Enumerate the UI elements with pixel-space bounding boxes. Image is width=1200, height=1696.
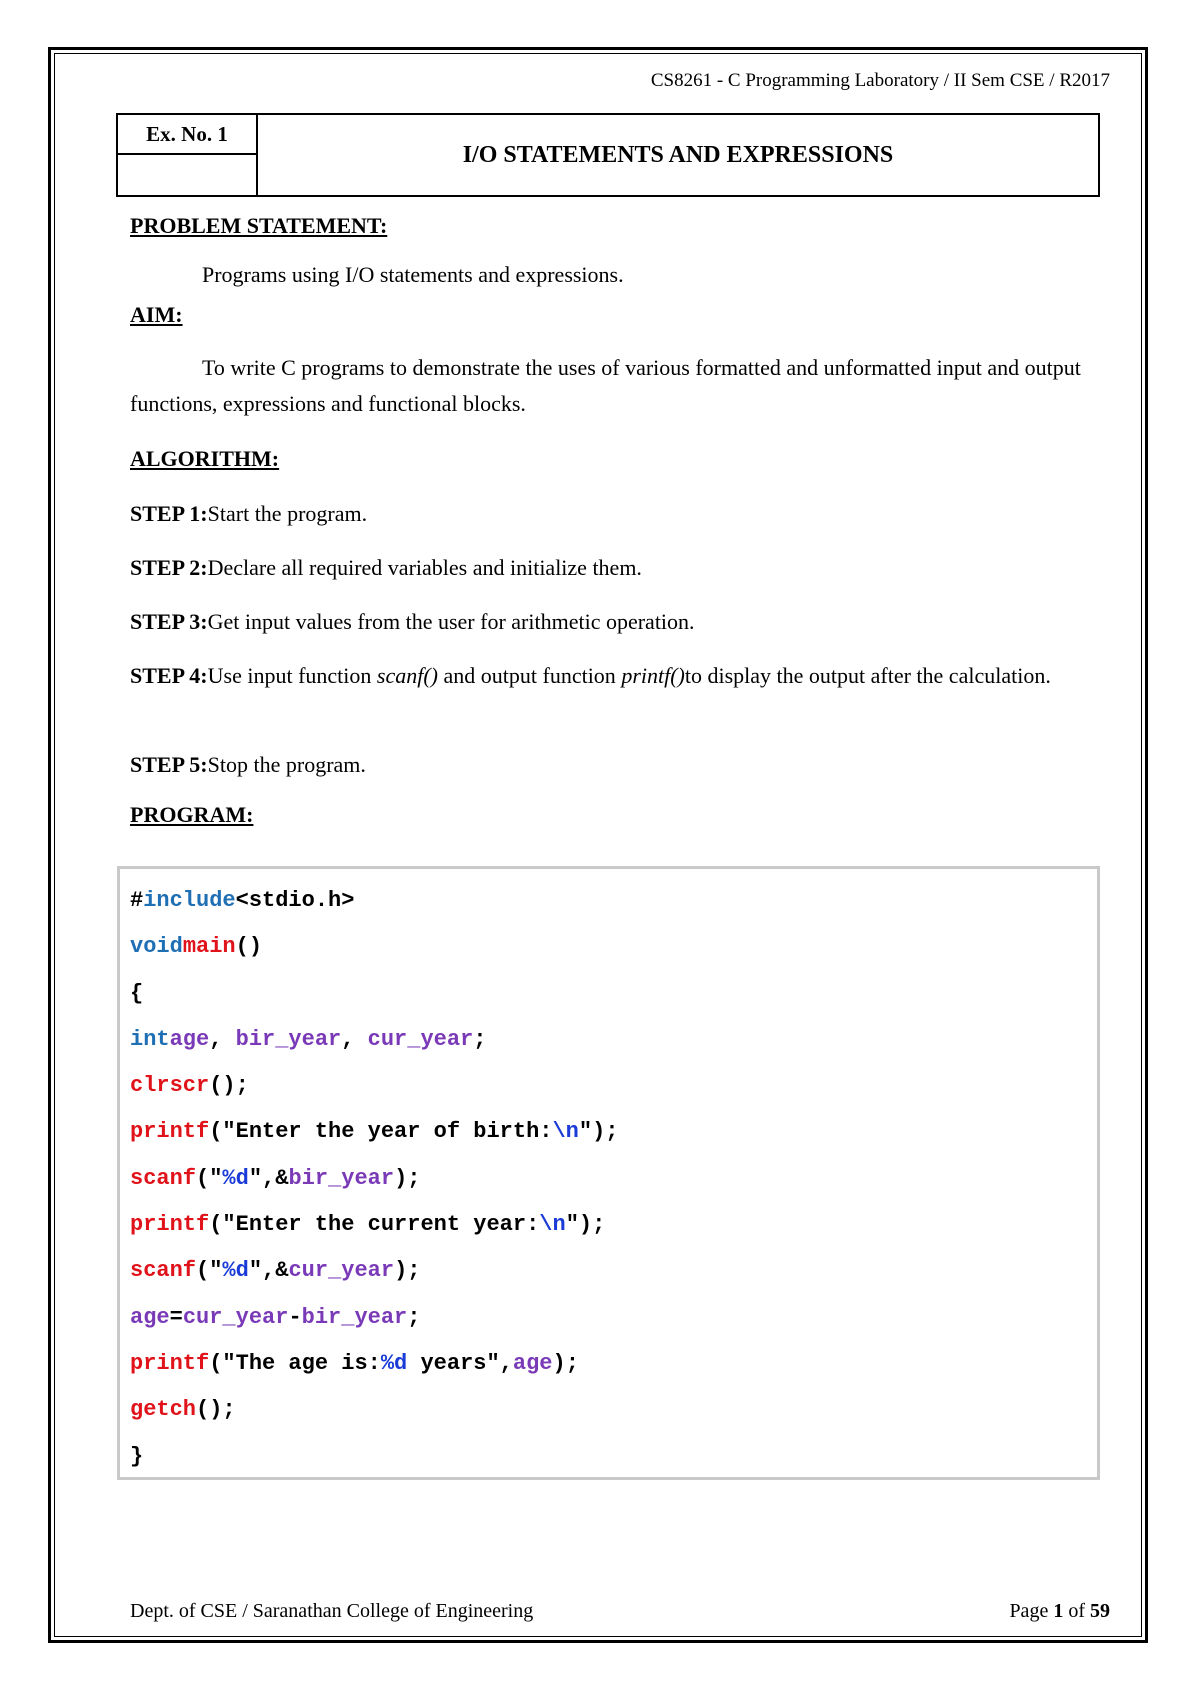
- algorithm-step: STEP 4:Use input function scanf() and output function printf()to display the output after the calculation.: [130, 663, 1051, 688]
- problem-text: Programs using I/O statements and expressions.: [202, 262, 624, 287]
- algorithm-step: [130, 551, 1090, 585]
- aim-heading: AIM:: [130, 302, 183, 327]
- printf-term: printf(): [621, 663, 685, 688]
- step-label: STEP 4:: [130, 663, 208, 688]
- step-text: Declare all required variables and initialize them.: [207, 555, 642, 580]
- code-line: age=cur_year-bir_year;: [130, 1304, 421, 1330]
- code-line: intage, bir_year, cur_year;: [130, 1026, 487, 1052]
- code-line: getch();: [130, 1397, 236, 1423]
- code-line: printf("The age is:%d years",age);: [130, 1350, 579, 1376]
- footer-department: Dept. of CSE / Saranathan College of Engineering: [130, 1600, 534, 1622]
- code-line: voidmain(): [130, 934, 263, 960]
- algorithm-step: [130, 748, 1090, 782]
- step-text: Get input values from the user for arithmetic operation.: [207, 609, 695, 634]
- program-heading: PROGRAM:: [130, 802, 254, 827]
- algorithm-step: [130, 605, 1090, 639]
- code-line: printf("Enter the year of birth:\n");: [130, 1119, 619, 1145]
- code-line: }: [130, 1443, 144, 1469]
- exercise-number: Ex. No. 1: [118, 115, 258, 155]
- algorithm-heading: ALGORITHM:: [130, 446, 280, 471]
- step-label: STEP 2:: [130, 555, 208, 580]
- code-line: clrscr();: [130, 1073, 249, 1099]
- title-table: [116, 113, 1100, 197]
- exercise-title: I/O STATEMENTS AND EXPRESSIONS: [462, 141, 894, 168]
- code-line: printf("Enter the current year:\n");: [130, 1212, 606, 1238]
- code-listing: [130, 878, 619, 1480]
- problem-heading: PROBLEM STATEMENT:: [130, 213, 388, 238]
- date-cell: [118, 155, 258, 195]
- code-line: #include<stdio.h>: [130, 888, 355, 913]
- code-line: scanf("%d",&cur_year);: [130, 1258, 421, 1284]
- step-text: Start the program.: [207, 501, 368, 526]
- aim-text: To write C programs to demonstrate the uses of various formatted and unformatted input and output functions, expressions and functional blocks.: [130, 355, 1081, 416]
- course-header: CS8261 - C Programming Laboratory / II Sem CSE / R2017: [650, 70, 1110, 91]
- step-label: STEP 3:: [130, 609, 208, 634]
- step-label: STEP 5:: [130, 752, 208, 777]
- step-text: Stop the program.: [207, 752, 366, 777]
- algorithm-step: [130, 497, 1090, 531]
- step-label: STEP 1:: [130, 501, 208, 526]
- code-line: {: [130, 980, 144, 1006]
- footer-page-number: Page 1 of 59: [1009, 1600, 1110, 1622]
- scanf-term: scanf(): [376, 663, 438, 688]
- code-line: scanf("%d",&bir_year);: [130, 1165, 421, 1191]
